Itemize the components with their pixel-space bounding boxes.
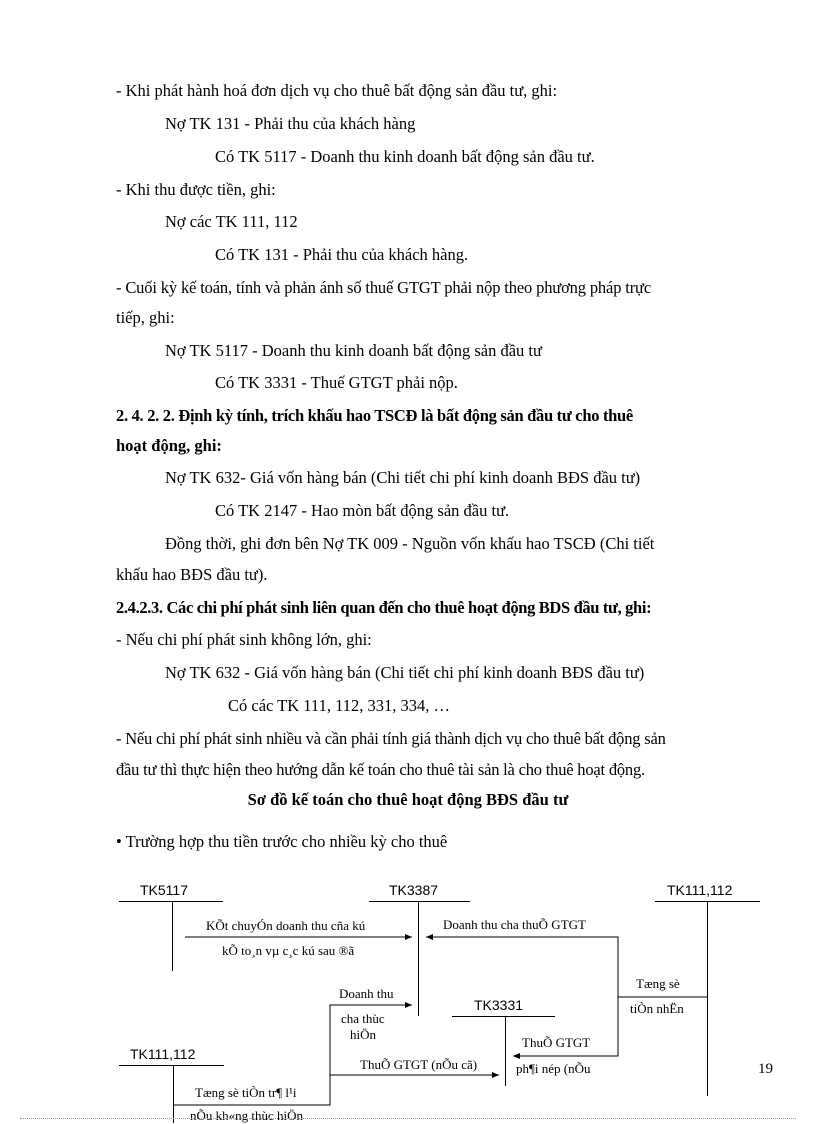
account-label-tk111-right: TK111,112 [667, 882, 733, 898]
text-line: Nợ các TK 111, 112 [165, 212, 298, 231]
flow-label: Doanh thu [339, 986, 394, 1001]
section-heading: hoạt động, ghi: [116, 436, 222, 455]
diagram-title: Sơ đồ kế toán cho thuê hoạt động BĐS đầu tư [247, 790, 569, 809]
flow-label: nÕu kh«ng thùc hiÖn [190, 1108, 304, 1123]
flow-label: kÕ to¸n vµ c¸c kú sau ®ã [222, 943, 355, 958]
account-label-tk111-left: TK111,112 [130, 1046, 196, 1062]
text-line: - Khi phát hành hoá đơn dịch vụ cho thuê bất động sản đầu tư, ghi: [116, 81, 558, 100]
text-line: Nợ TK 632- Giá vốn hàng bán (Chi tiết chi phí kinh doanh BĐS đầu tư) [165, 468, 641, 487]
flow-label: Tæng sè tiÒn tr¶ l¹i [195, 1085, 297, 1100]
text-line: Nợ TK 632 - Giá vốn hàng bán (Chi tiết chi phí kinh doanh BĐS đầu tư) [165, 663, 645, 682]
text-line: - Cuối kỳ kế toán, tính và phản ánh số thuế GTGT phải nộp theo phương pháp trực [116, 278, 652, 297]
section-heading: 2.4.2.3. Các chi phí phát sinh liên quan đến cho thuê hoạt động BDS đầu tư, ghi: [116, 598, 652, 617]
flow-label: ThuÕ GTGT (nÕu cã) [360, 1057, 478, 1072]
text-line: Có TK 5117 - Doanh thu kinh doanh bất động sản đầu tư. [215, 147, 595, 166]
account-label-tk3331: TK3331 [474, 997, 524, 1013]
text-line: - Nếu chi phí phát sinh nhiều và cần phải tính giá thành dịch vụ cho thuê bất động sản [116, 729, 666, 748]
flow-label: KÕt chuyÓn doanh thu cña kú [206, 918, 366, 933]
flow-label: hiÖn [350, 1027, 376, 1042]
text-line: Có TK 3331 - Thuế GTGT phải nộp. [215, 373, 458, 392]
flow-label: tiÒn nhËn [630, 1001, 684, 1016]
account-label-tk3387: TK3387 [389, 882, 439, 898]
text-line: Nợ TK 5117 - Doanh thu kinh doanh bất động sản đầu tư [165, 341, 542, 360]
account-label-tk5117: TK5117 [140, 882, 188, 898]
flow-label: Doanh thu cha thuÕ GTGT [443, 917, 586, 932]
text-line: Có TK 131 - Phải thu của khách hàng. [215, 245, 469, 264]
text-line: Đồng thời, ghi đơn bên Nợ TK 009 - Nguồn vốn khấu hao TSCĐ (Chi tiết [165, 534, 655, 553]
flow-label: ThuÕ GTGT [522, 1035, 591, 1050]
page-bottom-rule [20, 1118, 796, 1119]
page-number: 19 [758, 1061, 773, 1077]
flow-label: ph¶i nép (nÕu [516, 1061, 591, 1076]
bullet-line: • Trường hợp thu tiền trước cho nhiều kỳ cho thuê [116, 832, 448, 851]
flow-label: cha thùc [341, 1011, 385, 1026]
text-line: Có TK 2147 - Hao mòn bất động sản đầu tư. [215, 501, 510, 520]
text-line: Có các TK 111, 112, 331, 334, … [228, 696, 450, 715]
section-heading: 2. 4. 2. 2. Định kỳ tính, trích khấu hao TSCĐ là bất động sản đầu tư cho thuê [116, 406, 633, 425]
text-line: khấu hao BĐS đầu tư). [116, 565, 268, 584]
text-line: - Nếu chi phí phát sinh không lớn, ghi: [116, 630, 372, 649]
text-line: tiếp, ghi: [116, 308, 175, 327]
flow-label: Tæng sè [636, 976, 680, 991]
text-line: - Khi thu được tiền, ghi: [116, 180, 276, 199]
text-line: Nợ TK 131 - Phải thu của khách hàng [165, 114, 416, 133]
text-line: đầu tư thì thực hiện theo hướng dẫn kế toán cho thuê tài sản là cho thuê hoạt động. [116, 760, 645, 779]
